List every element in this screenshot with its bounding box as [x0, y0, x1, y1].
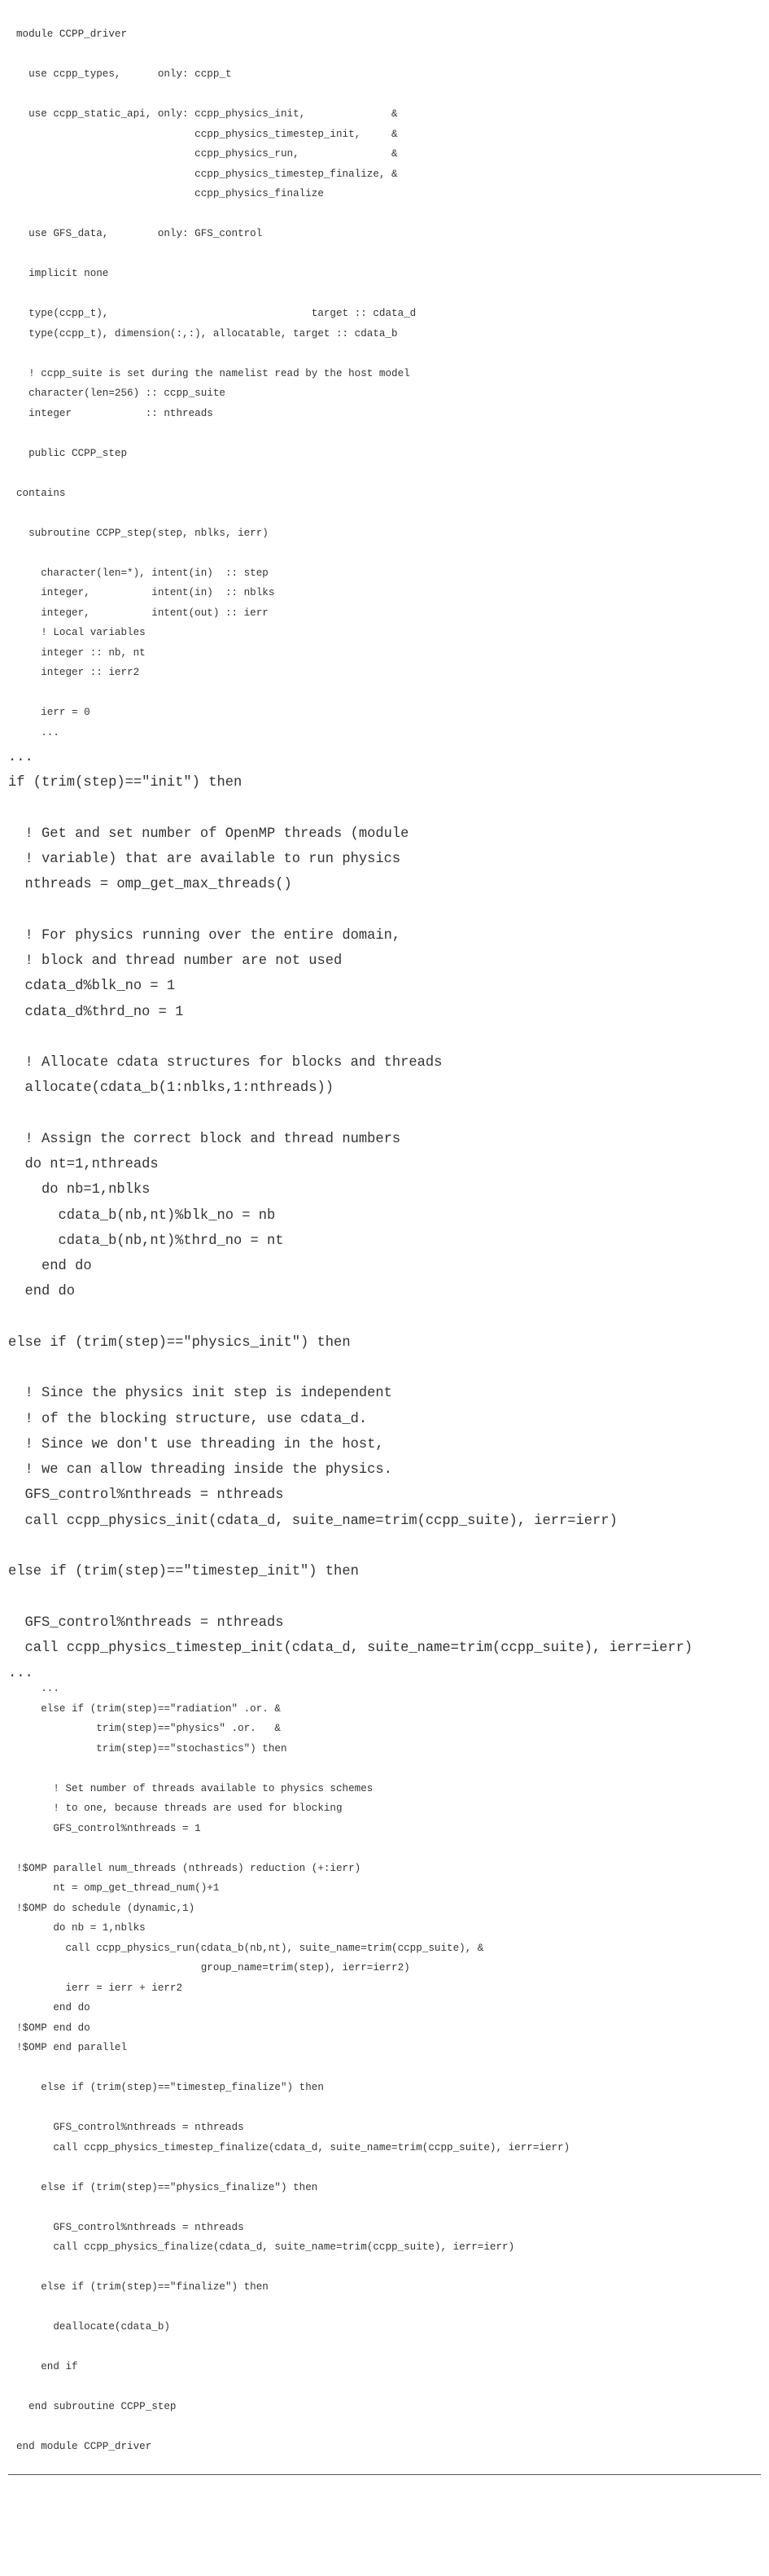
code-snippet-run-and-finalize: ... else if (trim(step)=="radiation" .or. & trim(step)=="physics" .or. & trim(step)=="stochastics") then ! Set number of threads available to physics schemes ! to one, because threads are used for blocking GFS_control%nthreads = 1 !$OMP parallel num_threads (nthreads) reduction (+:ierr) nt = omp_get_thread_num()+1 !$OMP do schedule (dynamic,1) do nb = 1,nblks call ccpp_physics_run(cdata_b(nb,nt), suite_name=trim(ccpp_suite), & group_name=trim(step), ierr=ierr2) ierr = ierr + ierr2 end do !$OMP end do !$OMP end parallel else if (trim(step)=="timestep_finalize") then GFS_control%nthreads = nthreads call ccpp_physics_timestep_finalize(cdata_d, suite_name=trim(ccpp_suite), ierr=ierr) else if (trim(step)=="physics_finalize") then GFS_control%nthreads = nthreads call ccpp_physics_finalize(cdata_d, suite_name=trim(ccpp_suite), ierr=ierr) else if (trim(step)=="finalize") then deallocate(cdata_b) end if end subroutine CCPP_step end module CCPP_driver — [16, 1683, 570, 2452]
horizontal-divider — [8, 2474, 761, 2475]
code-snippet-step-branches: ... if (trim(step)=="init") then ! Get and set number of OpenMP threads (module ! variable) that are available to run physics nthreads = omp_get_max_threads() ! For physics running over the entire domain, ! block and thread number are not used cdata_d%blk_no = 1 cdata_d%thrd_no = 1 ! Allocate cdata structures for blocks and threads allocate(cdata_b(1:nblks,1:nthreads)) ! Assign the correct block and thread numbers do nt=1,nthreads do nb=1,nblks cdata_b(nb,nt)%blk_no = nb cdata_b(nb,nt)%thrd_no = nt end do end do else if (trim(step)=="physics_init") then ! Since the physics init step is independent ! of the blocking structure, use cdata_d. ! Since we don't use threading in the host, ! we can allow threading inside the physics. GFS_control%nthreads = nthreads call ccpp_physics_init(cdata_d, suite_name=trim(ccpp_suite), ierr=ierr) else if (trim(step)=="timestep_init") then GFS_control%nthreads = nthreads call ccpp_physics_timestep_init(cdata_d, suite_name=trim(ccpp_suite), ierr=ierr) ... — [8, 750, 693, 1681]
code-snippet-module-header: module CCPP_driver use ccpp_types, only: ccpp_t use ccpp_static_api, only: ccpp_physics_init, & ccpp_physics_timestep_init, & ccpp_physics_run, & ccpp_physics_timestep_finalize, & ccpp_physics_finalize use GFS_data, only: GFS_control implicit none type(ccpp_t), target :: cdata_d type(ccpp_t), dimension(:,:), allocatable, target :: cdata_b ! ccpp_suite is set during the namelist read by the host model character(len=256) :: ccpp_suite integer :: nthreads public CCPP_step contains subroutine CCPP_step(step, nblks, ierr) character(len=*), intent(in) :: step integer, intent(in) :: nblks integer, intent(out) :: ierr ! Local variables integer :: nb, nt integer :: ierr2 ierr = 0 ... — [16, 28, 417, 738]
